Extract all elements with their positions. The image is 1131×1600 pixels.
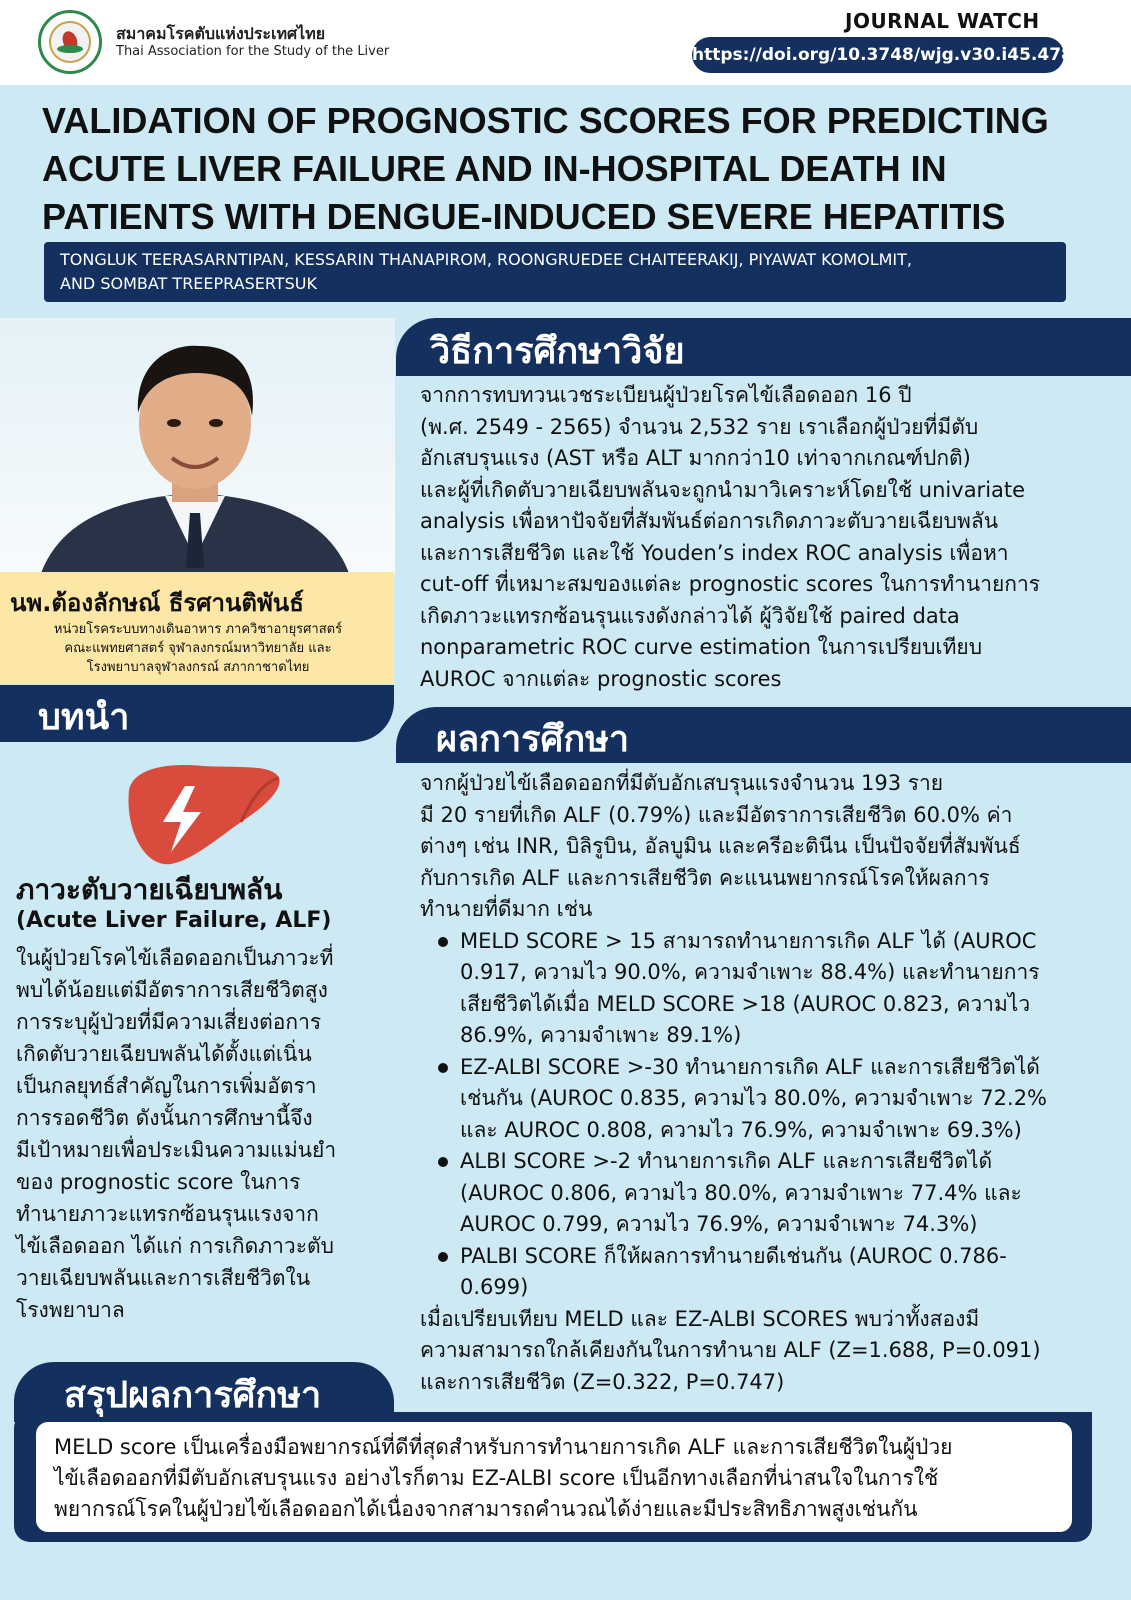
- methods-line: AUROC จากแต่ละ prognostic scores: [420, 666, 782, 691]
- methods-line: เกิดภาวะแทรกซ้อนรุนแรงดังกล่าวได้ ผู้วิจัยใช้ paired data: [420, 603, 960, 628]
- journal-watch-label: JOURNAL WATCH: [845, 9, 1040, 33]
- methods-line: cut-off ที่เหมาะสมของแต่ละ prognostic scores ในการทำนายการ: [420, 572, 1041, 596]
- intro-line: ทำนายภาวะแทรกซ้อนรุนแรงจาก: [16, 1202, 319, 1226]
- bullet-line: เสียชีวิตได้เมื่อ MELD SCORE >18 (AUROC 0.823, ความไว: [460, 991, 1031, 1016]
- conclusion-line: พยากรณ์โรคในผู้ป่วยไข้เลือดออกได้เนื่องจากสามารถคำนวณได้ง่ายและมีประสิทธิภาพสูงเช่นกัน: [54, 1497, 918, 1521]
- bullet-line: 86.9%, ความจำเพาะ 89.1%): [460, 1023, 742, 1047]
- authors-bar: [44, 242, 1066, 302]
- results-bullet-palbi: [420, 1241, 1110, 1304]
- results-bullet-albi: [420, 1146, 1110, 1241]
- authors-line: AND SOMBAT TREEPRASERTSUK: [60, 274, 317, 293]
- bullet-line: ALBI SCORE >-2 ทำนายการเกิด ALF และการเสียชีวิตได้: [460, 1149, 993, 1173]
- bullet-dot-icon: [438, 1157, 448, 1167]
- methods-line: และการเสียชีวิต และใช้ Youden’s index ROC analysis เพื่อหา: [420, 540, 1009, 565]
- title-line: PATIENTS WITH DENGUE-INDUCED SEVERE HEPATITIS: [42, 196, 1006, 237]
- doi-link[interactable]: https://doi.org/10.3748/wjg.v30.i45.4781: [692, 37, 1064, 73]
- methods-line: (พ.ศ. 2549 - 2565) จำนวน 2,532 ราย เราเลือกผู้ป่วยที่มีตับ: [420, 414, 979, 439]
- presenter-name: นพ.ต้องลักษณ์ ธีรศานติพันธ์: [10, 589, 304, 617]
- conclusion-line: ไข้เลือดออกที่มีตับอักเสบรุนแรง อย่างไรก็ตาม EZ-ALBI score เป็นอีกทางเลือกที่น่าสนใจในการใช้: [54, 1466, 939, 1490]
- methods-line: และผู้ที่เกิดตับวายเฉียบพลันจะถูกนำมาวิเคราะห์โดยใช้ univariate: [420, 477, 1026, 502]
- intro-heading: บทนำ: [38, 697, 130, 738]
- results-line: มี 20 รายที่เกิด ALF (0.79%) และมีอัตราการเสียชีวิต 60.0% ค่า: [420, 802, 1013, 827]
- methods-line: nonparametric ROC curve estimation ในการเปรียบเทียบ: [420, 635, 983, 659]
- affiliation-line: หน่วยโรคระบบทางเดินอาหาร ภาควิชาอายุรศาสตร์: [53, 622, 343, 637]
- bullet-dot-icon: [438, 937, 448, 947]
- title-line: VALIDATION OF PROGNOSTIC SCORES FOR PREDICTING: [42, 100, 1049, 141]
- methods-line: อักเสบรุนแรง (AST หรือ ALT มากกว่า10 เท่าจากเกณฑ์ปกติ): [420, 446, 971, 470]
- doctor-portrait: [0, 318, 395, 576]
- results-line: กับการเกิด ALF และการเสียชีวิต คะแนนพยากรณ์โรคให้ผลการ: [420, 865, 990, 890]
- results-closing-line: ความสามารถใกล้เคียงกันในการทำนาย ALF (Z=1.688, P=0.091): [420, 1338, 1041, 1362]
- bullet-line: (AUROC 0.806, ความไว 80.0%, ความจำเพาะ 77.4% และ: [460, 1180, 1022, 1205]
- bullet-line: EZ-ALBI SCORE >-30 ทำนายการเกิด ALF และการเสียชีวิตได้: [460, 1054, 1040, 1079]
- results-closing-line: และการเสียชีวิต (Z=0.322, P=0.747): [420, 1369, 785, 1394]
- association-logo-icon: [38, 10, 102, 74]
- bullet-line: 0.917, ความไว 90.0%, ความจำเพาะ 88.4%) และทำนายการ: [460, 960, 1040, 984]
- intro-line: พบได้น้อยแต่มีอัตราการเสียชีวิตสูง: [16, 978, 328, 1002]
- bullet-line: 0.699): [460, 1275, 529, 1299]
- liver-lightning-icon: [123, 760, 283, 870]
- authors-line: TONGLUK TEERASARNTIPAN, KESSARIN THANAPIROM, ROONGRUEDEE CHAITEERAKIJ, PIYAWAT KOMOLMIT,: [60, 250, 912, 269]
- title-line: ACUTE LIVER FAILURE AND IN-HOSPITAL DEATH IN: [42, 148, 947, 189]
- results-line: ทำนายที่ดีมาก เช่น: [420, 897, 593, 921]
- intro-line: ของ prognostic score ในการ: [16, 1170, 301, 1194]
- intro-line: การระบุผู้ป่วยที่มีความเสี่ยงต่อการ: [16, 1010, 322, 1034]
- bullet-line: และ AUROC 0.808, ความไว 76.9%, ความจำเพาะ 69.3%): [460, 1117, 1022, 1142]
- results-bullet-ez-albi: [420, 1052, 1110, 1147]
- bullet-line: AUROC 0.799, ความไว 76.9%, ความจำเพาะ 74.3%): [460, 1212, 978, 1236]
- bullet-line: MELD SCORE > 15 สามารถทำนายการเกิด ALF ได้ (AUROC: [460, 928, 1037, 953]
- presenter-affiliation: [10, 620, 386, 677]
- article-title: [42, 97, 1102, 241]
- results-line: ต่างๆ เช่น INR, บิลิรูบิน, อัลบูมิน และครีอะตินีน เป็นปัจจัยที่สัมพันธ์: [420, 834, 1021, 858]
- intro-line: การรอดชีวิต ดังนั้นการศึกษานี้จึง: [16, 1106, 313, 1130]
- conclusion-heading: สรุปผลการศึกษา: [64, 1375, 322, 1416]
- intro-line: วายเฉียบพลันและการเสียชีวิตใน: [16, 1266, 311, 1290]
- methods-body: [420, 380, 1110, 695]
- intro-title: ภาวะตับวายเฉียบพลัน: [16, 873, 283, 906]
- results-body: [420, 768, 1110, 1398]
- methods-heading: วิธีการศึกษาวิจัย: [430, 331, 685, 372]
- results-heading: ผลการศึกษา: [436, 719, 630, 760]
- results-line: จากผู้ป่วยไข้เลือดออกที่มีตับอักเสบรุนแรงจำนวน 193 ราย: [420, 771, 944, 795]
- conclusion-body: [36, 1422, 1072, 1532]
- org-name-thai: สมาคมโรคตับแห่งประเทศไทย: [116, 24, 326, 43]
- bullet-dot-icon: [438, 1252, 448, 1262]
- affiliation-line: โรงพยาบาลจุฬาลงกรณ์ สภากาชาดไทย: [86, 660, 310, 675]
- results-bullet-meld: [420, 926, 1110, 1052]
- bullet-line: PALBI SCORE ก็ให้ผลการทำนายดีเช่นกัน (AUROC 0.786-: [460, 1243, 1007, 1268]
- methods-line: จากการทบทวนเวชระเบียนผู้ป่วยโรคไข้เลือดออก 16 ปี: [420, 383, 912, 407]
- intro-subtitle: (Acute Liver Failure, ALF): [16, 908, 332, 933]
- intro-line: โรงพยาบาล: [16, 1298, 125, 1322]
- intro-line: มีเป้าหมายเพื่อประเมินความแม่นยำ: [16, 1138, 337, 1162]
- methods-line: analysis เพื่อหาปัจจัยที่สัมพันธ์ต่อการเกิดภาวะตับวายเฉียบพลัน: [420, 509, 999, 533]
- intro-line: เกิดตับวายเฉียบพลันได้ตั้งแต่เนิ่น: [16, 1042, 312, 1066]
- intro-line: ในผู้ป่วยโรคไข้เลือดออกเป็นภาวะที่: [16, 946, 334, 970]
- affiliation-line: คณะแพทยศาสตร์ จุฬาลงกรณ์มหาวิทยาลัย และ: [64, 641, 332, 656]
- org-name-english: Thai Association for the Study of the Liver: [116, 44, 390, 59]
- conclusion-line: MELD score เป็นเครื่องมือพยากรณ์ที่ดีที่สุดสำหรับการทำนายการเกิด ALF และการเสียชีวิตในผู้ป่วย: [54, 1435, 953, 1459]
- intro-body: [16, 942, 386, 1326]
- intro-line: ไข้เลือดออก ได้แก่ การเกิดภาวะตับ: [16, 1234, 334, 1258]
- intro-line: เป็นกลยุทธ์สำคัญในการเพิ่มอัตรา: [16, 1074, 317, 1098]
- bullet-dot-icon: [438, 1063, 448, 1073]
- bullet-line: เช่นกัน (AUROC 0.835, ความไว 80.0%, ความจำเพาะ 72.2%: [460, 1086, 1048, 1110]
- results-closing-line: เมื่อเปรียบเทียบ MELD และ EZ-ALBI SCORES พบว่าทั้งสองมี: [420, 1306, 980, 1331]
